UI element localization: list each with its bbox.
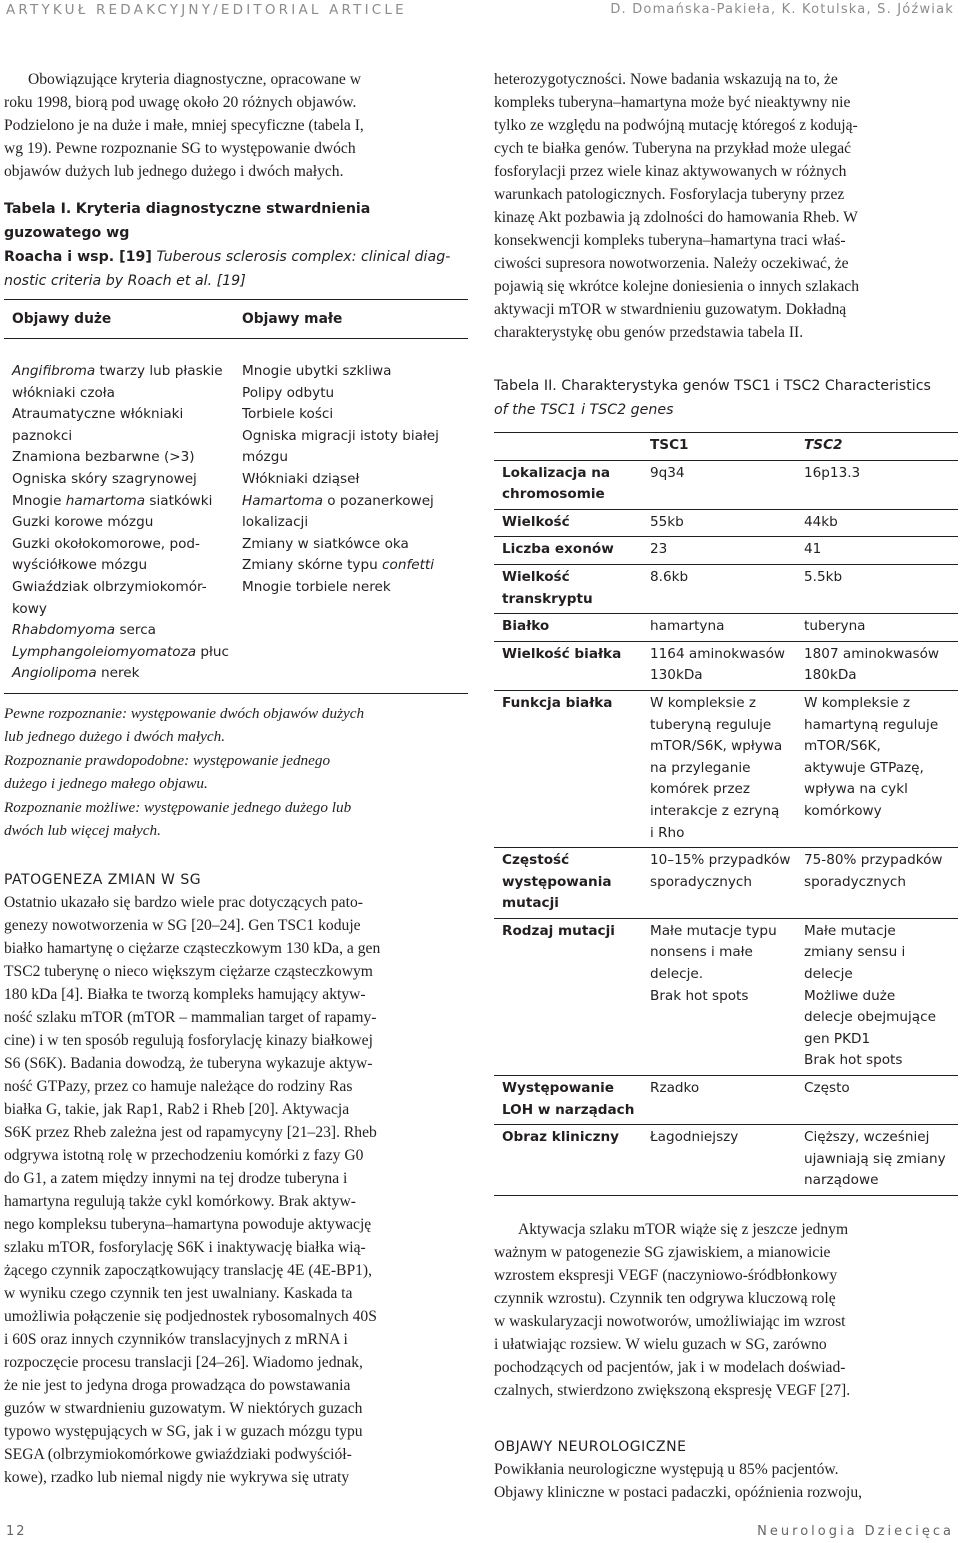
neuro-body (494, 1458, 958, 1504)
table2-cell: Białko (502, 618, 550, 635)
table2-cell: 9q34 (650, 464, 685, 481)
table1-cell: Mnogie ubytki szkliwa (242, 363, 392, 379)
pathogenesis-body (4, 891, 468, 1489)
table2-caption (494, 374, 958, 422)
table1-caption-en-b: nostic criteria by Roach et al. [19] (4, 273, 246, 289)
table2-cell: 1164 aminokwasów 130kDa (650, 645, 786, 684)
table2-cell: W kompleksie z tuberyną reguluje mTOR/S6K, wpływa na przyleganie komórek przez interakcje z ezryną i Rho (650, 694, 783, 841)
table2-row (494, 537, 958, 565)
text-line: wzrostem ekspresji VEGF (naczyniowo-śródbłonkowy (494, 1267, 838, 1284)
text-line: SEGA (olbrzymiokomórkowe gwiaździaki podwyściół- (4, 1445, 352, 1463)
text-line: cine) i w ten sposób regulują fosforylację kinazy białkowej (4, 1031, 373, 1049)
table1-cell: Guzki korowe mózgu (12, 514, 154, 531)
table1-cell: Zmiany w siatkówce oka (242, 535, 409, 552)
text-line: pojawią się wkrótce kolejne doniesienia o innych szlakach (494, 278, 860, 295)
text-line: czynnik wzrostu). Czynnik ten odgrywa kluczową rolę (494, 1290, 836, 1307)
text-line: konsekwencji kompleks tuberyna–hamartyna traci właś- (494, 232, 846, 249)
text-line: szlaku mTOR, fosforylację S6K i inaktywację białka wią- (4, 1238, 366, 1256)
table2-cell: Częstość występowania mutacji (502, 852, 612, 912)
table1-cell: włókniaki czoła (12, 384, 115, 401)
table2-row (494, 1125, 958, 1196)
table2-cell: 10–15% przypadków sporadycznych (650, 852, 791, 890)
table1-major-list (4, 361, 242, 685)
table1-cell: Znamiona bezbarwne (>3) (12, 449, 195, 466)
table2-row (494, 642, 958, 691)
text-line: w waskularyzacji nowotworów, umożliwiając im wzrost (494, 1313, 846, 1330)
text-line: Objawy kliniczne w postaci padaczki, opóźnienia rozwoju, (494, 1484, 863, 1501)
text-line: rozpoczęcie procesu translacji [24–26]. Wiadomo jednak, (4, 1353, 363, 1371)
table1-caption-title-a: Kryteria diagnostyczne stwardnienia guzowatego wg (4, 201, 371, 241)
table2-cell: Liczba exonów (502, 541, 614, 558)
table2-cell: 16p13.3 (804, 464, 861, 481)
text-line: żącego czynnik zapoczątkowujący translację 4E (4E-BP1), (4, 1261, 373, 1279)
text-line: objawów dużych lub jednego dużego i dwóch małych. (4, 163, 344, 180)
running-header-section: ARTYKUŁ REDAKCYJNY/EDITORIAL ARTICLE (6, 2, 407, 18)
text-line: aktywacji mTOR w stwardnieniu guzowatym. Dokładną (494, 301, 847, 318)
table2-row (494, 461, 958, 510)
text-line: kowe), rzadko lub niemal nigdy nie wykrywa się utraty (4, 1468, 350, 1486)
table2-cell: 1807 aminokwasów 180kDa (804, 645, 940, 684)
table2-cell: Wielkość (502, 513, 570, 530)
table2-row (494, 510, 958, 538)
text-line: hamartyna regulują także cykl komórkowy. Brak aktyw- (4, 1192, 356, 1210)
text-line: pochodzących od pacjentów, jak i w modelach doświad- (494, 1359, 846, 1376)
text-line: białka G, takie, jak Rap1, Rab2 i Rheb [20]. Aktywacja (4, 1100, 350, 1118)
table1-cell: wyściółkowe mózgu (12, 557, 148, 574)
table2-cell: Łagodniejszy (650, 1129, 739, 1146)
text-line: Ostatnio ukazało się bardzo wiele prac dotyczących pato- (4, 893, 363, 911)
table2-row (494, 919, 958, 1076)
table2-cell: Często (804, 1080, 850, 1097)
table1-cell: lokalizacji (242, 514, 309, 531)
table2-cell: Funkcja białka (502, 694, 613, 711)
text-line: kinazę Akt pozbawia ją zdolności do hamowania Rheb. W (494, 209, 858, 226)
table2-cell: Występowanie LOH w narządach (502, 1080, 635, 1118)
text-line: umożliwia połączenie się podjednostek rybosomalnych 40S (4, 1307, 377, 1325)
text-line: S6K przez Rheb zależna jest od rapamycyny [21–23]. Rheb (4, 1123, 377, 1141)
right-top-paragraph (494, 68, 958, 344)
text-line: nego kompleksu tuberyna–hamartyna powoduje aktywację (4, 1215, 372, 1233)
table2-cell: Lokalizacja na chromosomie (502, 464, 611, 503)
table1-cell: Polipy odbytu (242, 384, 335, 401)
text-line: Obowiązujące kryteria diagnostyczne, opracowane w (28, 71, 361, 88)
table1-cell: Angiolipoma nerek (12, 665, 140, 682)
table1-cell: Zmiany skórne typu confetti (242, 557, 435, 574)
table1-minor-list (242, 361, 439, 685)
text-line: ność szlaku mTOR (mTOR – mammalian target of rapamy- (4, 1008, 377, 1026)
note-line: dwóch lub więcej małych. (4, 822, 161, 840)
text-line: Aktywacja szlaku mTOR wiąże się z jeszcze jednym (518, 1221, 849, 1238)
text-line: Powikłania neurologiczne występują u 85% pacjentów. (494, 1461, 839, 1478)
text-line: wg 19). Pewne rozpoznanie SG to występowanie dwóch (4, 140, 356, 157)
table2-cell: Małe mutacje typu nonsens i małe delecje. Brak hot spots (650, 922, 777, 1004)
table2-cell: 75-80% przypadków sporadycznych (804, 852, 943, 890)
journal-name: Neurologia Dziecięca (757, 1524, 954, 1539)
text-line: typowo występujących w SG, jak i w guzach mózgu typu (4, 1422, 363, 1440)
note-line: dużego i jednego małego objawu. (4, 775, 208, 793)
table1 (4, 299, 468, 694)
table2-row (494, 565, 958, 614)
table1-cell: Rhabdomyoma serca (12, 622, 157, 639)
table1-caption-title-b: Roacha i wsp. [19] (4, 249, 152, 265)
section-heading-pathogenesis: PATOGENEZA ZMIAN W SG (4, 871, 202, 888)
table2-cell: Małe mutacje zmiany sensu i delecje Możliwe duże delecje obejmujące gen PKD1 Brak hot spots (804, 922, 936, 1069)
text-line: cych te białka genów. Tuberyna na przykład może ulegać (494, 140, 852, 157)
table1-cell: Lymphangoleiomyomatoza płuc (12, 643, 229, 660)
table2-cell: 8.6kb (650, 568, 689, 585)
text-line: tylko ze względu na podwójną mutację któregoś z kodują- (494, 117, 858, 134)
table2-cell: tuberyna (804, 618, 866, 635)
table2-caption-line2: of the TSC1 i TSC2 genes (494, 402, 674, 418)
table2-cell: W kompleksie z hamartyną reguluje mTOR/S6K, aktywuje GTPazę, wpływa na cykl komórkowy (804, 694, 939, 819)
table1-caption-en-a: Tuberous sclerosis complex: clinical diag- (156, 249, 451, 265)
table1-header-row (4, 300, 468, 339)
intro-paragraph (4, 68, 468, 183)
note-line: Rozpoznanie możliwe: występowanie jednego dużego lub (4, 798, 352, 816)
right-column (494, 68, 958, 1504)
table1-cell: kowy (12, 600, 47, 617)
right-after-table-paragraph (494, 1218, 958, 1402)
text-line: kompleks tuberyna–hamartyna może być nieaktywny nie (494, 94, 851, 111)
text-line: warunkach patologicznych. Fosforylacja tuberyny przez (494, 186, 845, 203)
table2-col-tsc2: TSC2 (804, 437, 843, 453)
text-line: w wyniku czego czynnik ten jest uwalniany. Kaskada ta (4, 1284, 353, 1302)
text-line: fosforylacji przez wiele kinaz aktywowanych w różnych (494, 163, 847, 180)
table2-header-row (494, 432, 958, 461)
table1-cell: Hamartoma o pozanerkowej (242, 492, 434, 509)
table1-caption-label: Tabela I. (4, 201, 72, 217)
table2-cell: Obraz kliniczny (502, 1129, 620, 1146)
text-line: że nie jest to jedyna droga prowadząca do powstawania (4, 1376, 351, 1394)
text-line: i ułatwiając rozsiew. W wielu guzach w SG, zarówno (494, 1336, 827, 1353)
table1-cell: Ogniska migracji istoty białej (242, 427, 439, 444)
table2-row (494, 1076, 958, 1125)
table1-cell: paznokci (12, 427, 73, 444)
note-line: Rozpoznanie prawdopodobne: występowanie jednego (4, 751, 331, 769)
text-line: odgrywa istotną rolę w przechodzeniu komórki z fazy G0 (4, 1146, 364, 1164)
table1-cell: Gwiaździak olbrzymiokomór- (12, 578, 207, 595)
table2-cell: 23 (650, 541, 668, 558)
table1-cell: Atraumatyczne włókniaki (12, 406, 184, 423)
table2-cell: 5.5kb (804, 568, 843, 585)
left-column (4, 68, 468, 1489)
table1-header-major: Objawy duże (12, 311, 112, 327)
table2-caption-line1: Tabela II. Charakterystyka genów TSC1 i TSC2 Characteristics (494, 378, 931, 394)
table2-row (494, 614, 958, 642)
table1-caption (4, 197, 468, 293)
text-line: guzów w stwardnieniu guzowatym. W niektórych guzach (4, 1399, 363, 1417)
page-number: 12 (6, 1524, 27, 1539)
table1-cell: Mnogie hamartoma siatkówki (12, 492, 213, 509)
table1-cell: Guzki okołokomorowe, pod- (12, 535, 200, 552)
text-line: 180 kDa [4]. Białka te tworzą kompleks hamujący aktyw- (4, 985, 366, 1003)
table2-cell: 55kb (650, 513, 684, 530)
table2 (494, 432, 958, 1196)
text-line: czalnych, stwierdzono zwiększoną ekspresję VEGF [27]. (494, 1382, 851, 1399)
section-heading-neuro: OBJAWY NEUROLOGICZNE (494, 1439, 687, 1455)
table2-cell: Rodzaj mutacji (502, 922, 615, 939)
text-line: do G1, a zatem między innymi na tej drodze tuberyna i (4, 1169, 348, 1187)
diagnosis-notes (4, 702, 468, 843)
text-line: ważnym w patogenezie SG zjawiskiem, a mianowicie (494, 1244, 831, 1261)
table1-cell: Angifibroma twarzy lub płaskie (12, 363, 223, 379)
table2-col-tsc1: TSC1 (650, 437, 689, 453)
table2-cell: Wielkość transkryptu (502, 568, 593, 607)
text-line: genezy nowotworzenia w SG [20–24]. Gen TSC1 koduje (4, 916, 361, 934)
text-line: S6 (S6K). Badania dowodzą, że tuberyna wykazuje aktyw- (4, 1054, 373, 1072)
text-line: roku 1998, biorą pod uwagę około 20 różnych objawów. (4, 94, 357, 111)
running-header-authors: D. Domańska-Pakieła, K. Kotulska, S. Jóźwiak (610, 2, 954, 17)
table1-header-minor: Objawy małe (242, 311, 343, 327)
note-line: Pewne rozpoznanie: występowanie dwóch objawów dużych (4, 704, 365, 722)
text-line: ciwości supresora nowotworzenia. Należy oczekiwać, że (494, 255, 849, 272)
text-line: ność GTPazy, przez co hamuje należące do rodziny Ras (4, 1077, 353, 1095)
table2-cell: 41 (804, 541, 822, 558)
text-line: charakterystykę obu genów przedstawia tabela II. (494, 324, 804, 341)
table2-cell: 44kb (804, 513, 838, 530)
table2-cell: hamartyna (650, 618, 725, 635)
table2-cell: Wielkość białka (502, 645, 622, 662)
table1-cell: Torbiele kości (242, 406, 334, 423)
text-line: i 60S oraz innych czynników translacyjnych z mRNA i (4, 1330, 348, 1348)
table2-cell: Cięższy, wcześniej ujawniają się zmiany narządowe (804, 1129, 946, 1189)
note-line: lub jednego dużego i dwóch małych. (4, 728, 226, 746)
text-line: TSC2 tuberynę o nieco większym ciężarze cząsteczkowym (4, 962, 373, 980)
table1-cell: Ogniska skóry szagrynowej (12, 470, 197, 487)
table2-cell: Rzadko (650, 1080, 700, 1097)
table1-cell: Mnogie torbiele nerek (242, 578, 391, 595)
text-line: białko hamartynę o ciężarze cząsteczkowym 130 kDa, a gen (4, 939, 381, 957)
text-line: heterozygotyczności. Nowe badania wskazują na to, że (494, 71, 838, 88)
text-line: Podzielono je na duże i małe, mniej specyficzne (tabela I, (4, 117, 364, 134)
table1-cell: Włókniaki dziąseł (242, 470, 360, 487)
table1-cell: mózgu (242, 449, 288, 466)
table2-row (494, 691, 958, 848)
table2-row (494, 848, 958, 919)
